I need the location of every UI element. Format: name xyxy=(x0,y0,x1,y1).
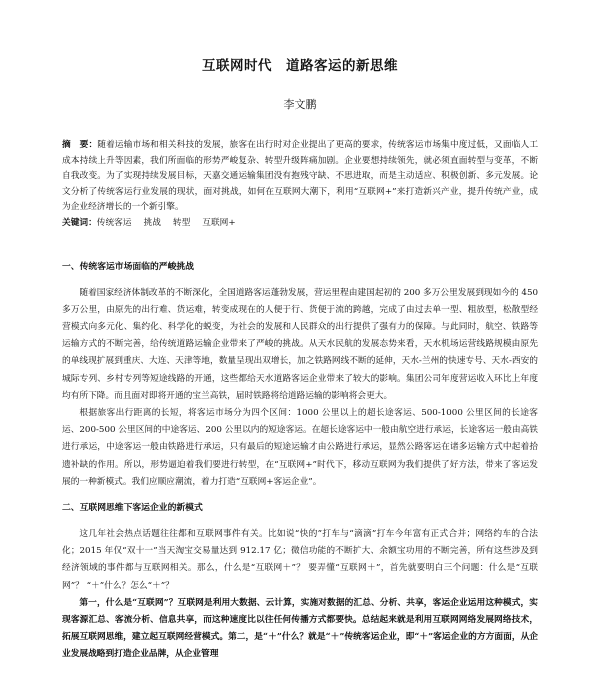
keyword: 传统客运 xyxy=(96,217,132,228)
body-paragraph: 根据旅客出行距离的长短，将客运市场分为四个区间：1000 公里以上的超长途客运、500-1000 公里区间的长途客运、200-500 公里区间的中途客运、200 公里以内的短途客运。在超长途客运中一般由航空进行承运，长途客运一般由高铁进行承运，中途客运一般由铁路进行承运，只有最后的短途运输才由公路进行承运，显然公路客运在诸多运输方式中起着拾遗补缺的作用。所以，形势逼迫着我们要进行转型，在“互联网+”时代下，移动互联网为我们提供了好方法，带来了客运发展的一种新模式。我们应顺应潮流，着力打造“互联网+客运企业”。 xyxy=(62,407,538,487)
abstract-text: 随着运输市场和相关科技的发展，旅客在出行时对企业提出了更高的要求，传统客运市场集中度过低，又面临人工成本持续上升等因素，我们所面临的形势严峻复杂、转型升级阵痛加剧。企业要想持续领先，就必须直面转型与变革，不断自我改变。为了实现持续发展目标，天嘉交通运输集团没有抱残守缺、不思进取，而是主动适应、积极创新、多元发展。论文分析了传统客运行业发展的现状，面对挑战，如何在互联网大潮下，利用“互联网+”来打造新兴产业，提升传统产业，成为企业经济增长的一个新引擎。 xyxy=(62,140,539,213)
keyword: 转型 xyxy=(172,217,191,228)
keyword: 挑战 xyxy=(143,217,161,228)
keyword: 互联网+ xyxy=(202,217,236,228)
section-heading: 一、传统客运市场面临的严峻挑战 xyxy=(62,261,194,272)
title-part1: 互联网时代 xyxy=(202,58,272,74)
body-paragraph: 随着国家经济体制改革的不断深化，全国道路客运蓬勃发展，营运里程由建国起初的 200 多万公里发展到现如今的 450 多万公里，由原先的出行难、货运难，转变成现在的人便于行、货便于流的跨越，完成了由过去单一型、粗放型，松散型经营模式向多元化、集约化、科学化的蜕变，为社会的发展和人民群众的出行提供了强有力的保障。与此同时，航空、铁路等运输方式的不断完善，给传统道路运输企业带来了严峻的挑战。从天水民航的发展态势来看，天水机场运营线路规模由原先的单线现扩展到重庆、大连、天津等地，数量呈现出双增长，加之铁路网线不断的延伸，天水-兰州的快速专号、天水-西安的城际专列、乡村专列等短途线路的开通，这些都给天水道路客运企业带来了较大的影响。集团公司年度营运收入环比上年度均有所下降。而且面对即将开通的宝兰高铁，届时铁路将给道路运输的影响将会更大。 xyxy=(62,287,538,401)
author-name: 李文鹏 xyxy=(283,98,317,111)
title-part2: 道路客运的新思维 xyxy=(286,58,398,74)
body-paragraph: 这几年社会热点话题往往都和互联网事件有关。比如说“快的”打车与“滴滴”打车今年富有正式合并；网络约车的合法化；2015 年仅“双十一”当天淘宝交易量达到 912.17 亿；微信功能的不断扩大、余额宝功用的不断完善，所有这些涉及到经济领域的事件都与互联网相关。那么，什么是“互联网＋”？ 要弄懂“互联网＋”，首先就要明白三个问题：什么是“互联网”？ “＋”什么？怎么“＋”？ xyxy=(62,529,538,591)
article-title xyxy=(62,0,538,74)
body-paragraph: 第一，什么是“互联网”？互联网是利用大数据、云计算，实施对数据的汇总、分析、共享，客运企业运用这种模式，实现客源汇总、客流分析、信息共享，而这种速度比以往任何传播方式都要快。总结起来就是利用互联网网络发展网络技术，拓展互联网思维，建立起互联网经营模式。第二，是“＋”什么？就是“＋”传统客运企业，即“＋”客运企业的方方面面，从企业发展战略到打造企业品牌，从企业管理 xyxy=(62,597,538,660)
abstract xyxy=(62,138,538,216)
keywords xyxy=(62,216,538,232)
keywords-label: 关键词： xyxy=(62,217,97,228)
section-heading: 二、互联网思维下客运企业的新模式 xyxy=(62,503,203,513)
abstract-label: 摘 要： xyxy=(62,140,98,150)
